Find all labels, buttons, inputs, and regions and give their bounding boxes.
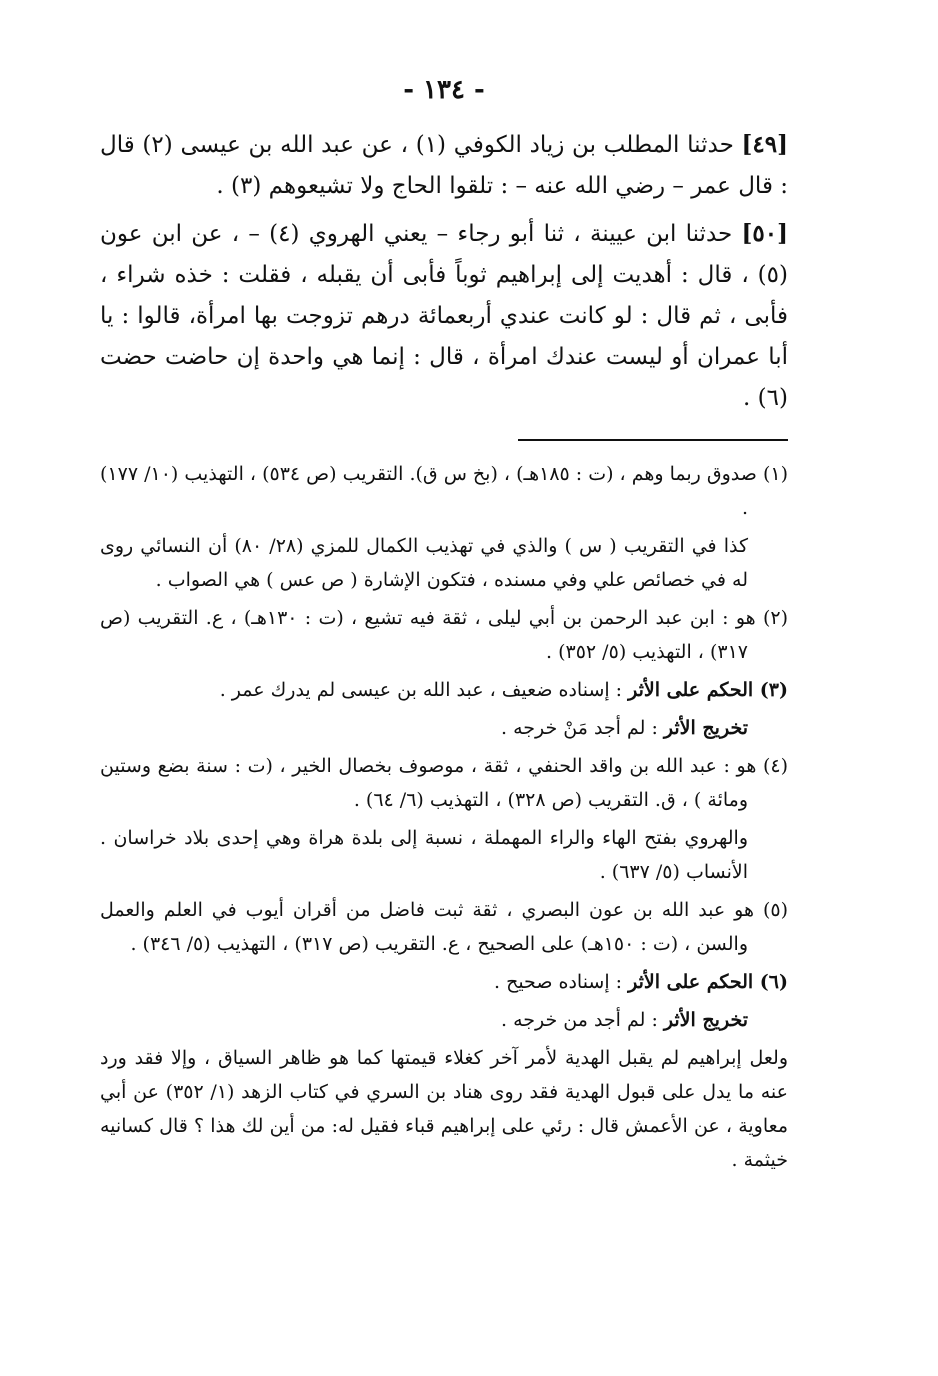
footnote-5: (٥) هو عبد الله بن عون البصري ، ثقة ثبت فاضل من أقران أيوب في العلم والعمل والسن ، (ت : ١٥٠هـ) على الصحيح ، ع. التقريب (ص ٣١٧) ، التهذيب (٥/ ٣٤٦) . [100,899,788,955]
footnote-text: : لم أجد من خرجه . [500,1009,664,1031]
page-number: - ١٣٤ - [403,75,485,105]
footnote-3-takhrij [100,711,788,745]
narration-50 [100,213,788,419]
narration-49 [100,124,788,207]
book-page [100,70,788,1181]
footnote-4-note: والهروي بفتح الهاء والراء المهملة ، نسبة إلى بلدة هراة وهي إحدى بلاد خراسان . الأنساب (٥/ ٦٣٧) . [100,827,748,883]
footnotes [100,457,788,1177]
footnote-6-takhrij [100,1003,788,1037]
footnote-heading: تخريج الأثر [663,717,748,739]
footnote-4: (٤) هو : عبد الله بن واقد الحنفي ، ثقة ، موصوف بخصال الخير ، (ت : سنة بضع وستين ومائة ) ، ق. التقريب (ص ٣٢٨) ، التهذيب (٦/ ٦٤) . [100,755,788,811]
footnote-3 [100,673,788,707]
narration-number: [٤٩] [741,131,789,158]
footnote-separator [518,439,788,441]
narration-text: حدثنا المطلب بن زياد الكوفي (١) ، عن عبد الله بن عيسى (٢) قال : قال عمر – رضي الله عنه – : تلقوا الحاج ولا تشيعوهم (٣) . [100,132,788,199]
narration-number: [٥٠] [741,220,789,247]
footnote-1-note: كذا في التقريب ( س ) والذي في تهذيب الكمال للمزي (٢٨/ ٨٠) أن النسائي روى له في خصائص علي وفي مسنده ، فتكون الإشارة ( ص عس ) هي الصواب . [100,535,748,591]
footnote-heading: تخريج الأثر [663,1009,748,1031]
footnote-text: : إسناده صحيح . [493,971,629,993]
footnote-heading: (٣) الحكم على الأثر [628,679,788,701]
footnote-1: (١) صدوق ربما وهم ، (ت : ١٨٥هـ) ، (بخ س ق). التقريب (ص ٥٣٤) ، التهذيب (١٠/ ١٧٧) . [100,463,789,519]
footnote-2: (٢) هو : ابن عبد الرحمن بن أبي ليلى ، ثقة فيه تشيع ، (ت : ١٣٠هـ) ، ع. التقريب (ص ٣١٧) ، التهذيب (٥/ ٣٥٢) . [100,607,789,663]
main-text [100,124,788,419]
narration-text: حدثنا ابن عيينة ، ثنا أبو رجاء – يعني الهروي (٤) – ، عن ابن عون (٥) ، قال : أهديت إلى إبراهيم ثوباً فأبى أن يقبله ، فقلت : خذه شراء ، فأبى ، ثم قال : لو كانت عندي أربعمائة درهم تزوجت بها امرأة، قالوا : يا أبا عمران أو ليست عندك امرأة ، قال : إنما هي واحدة إن حاضت حضت (٦) . [100,221,788,411]
footnote-6-note: ولعل إبراهيم لم يقبل الهدية لأمر آخر كغلاء قيمتها كما هو ظاهر السياق ، وإلا فقد ورد عنه ما يدل على قبول الهدية فقد روى هناد بن السري في كتاب الزهد (١/ ٣٥٢) عن أبي معاوية ، عن الأعمش قال : رئي على إبراهيم قباء فقيل له: من أين لك هذا ؟ قال كسانيه خيثمة . [100,1047,788,1171]
footnote-heading: (٦) الحكم على الأثر [628,971,788,993]
footnote-6 [100,965,788,999]
footnote-text: : لم أجد مَنْ خرجه . [500,717,664,739]
footnote-text: : إسناده ضعيف ، عبد الله بن عيسى لم يدرك عمر . [219,679,629,701]
